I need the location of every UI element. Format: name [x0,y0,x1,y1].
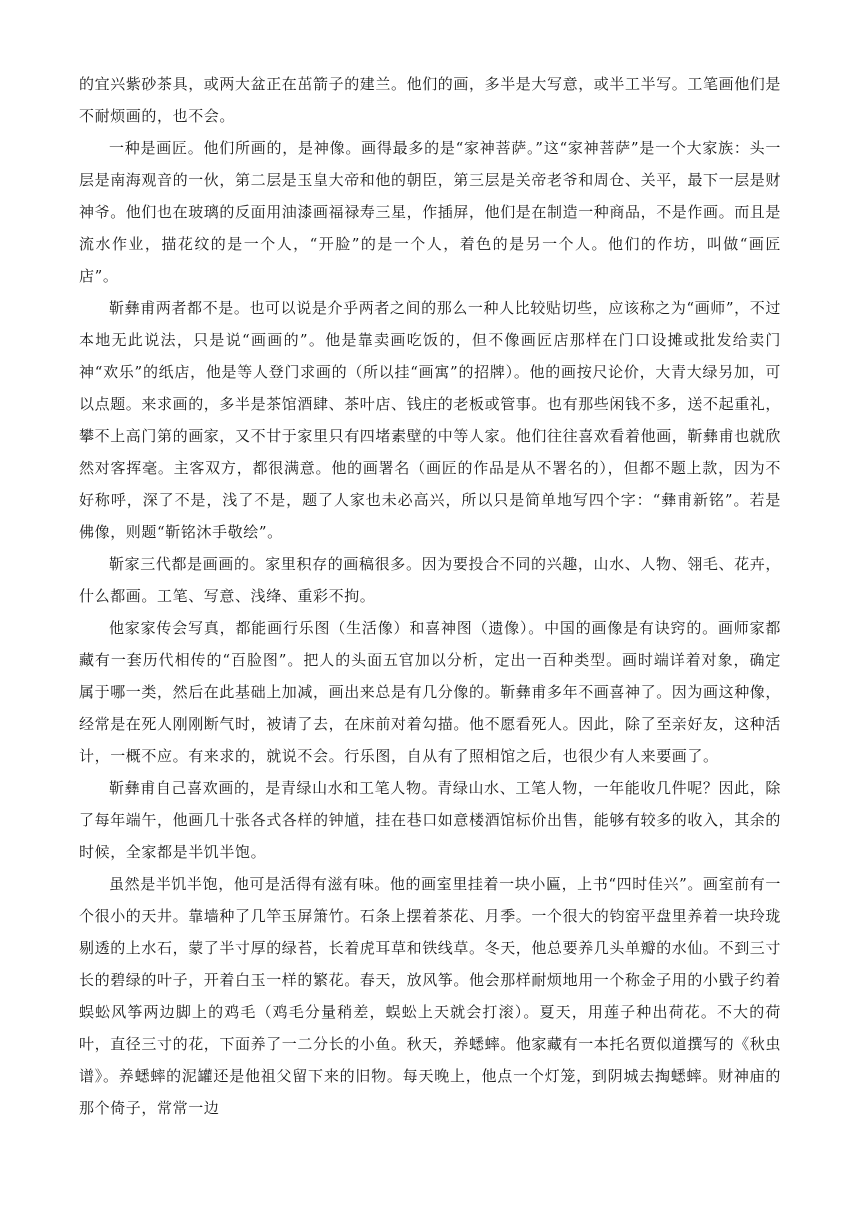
paragraph-4: 靳家三代都是画画的。家里积存的画稿很多。因为要投合不同的兴趣，山水、人物、翎毛、花卉，什么都画。工笔、写意、浅绛、重彩不拘。 [79,555,781,605]
paragraph-2: 一种是画匠。他们所画的，是神像。画得最多的是“家神菩萨。”这“家神菩萨”是一个大家族：头一层是南海观音的一伙，第二层是玉皇大帝和他的朝臣，第三层是关帝老爷和周仓、关平，最下一层是财神爷。他们也在玻璃的反面用油漆画福禄寿三星，作插屏，他们是在制造一种商品，不是作画。而且是流水作业，描花纹的是一个人，“开脸”的是一个人，着色的是另一个人。他们的作坊，叫做“画匠店”。 [79,139,782,285]
paragraph-5: 他家家传会写真，都能画行乐图（生活像）和喜神图（遗像）。中国的画像是有诀窍的。画师家都藏有一套历代相传的“百脸图”。把人的头面五官加以分析，定出一百种类型。画时端详着对象，确定属于哪一类，然后在此基础上加减，画出来总是有几分像的。靳彝甫多年不画喜神了。因为画这种像，经常是在死人刚刚断气时，被请了去，在床前对着勾描。他不愿看死人。因此，除了至亲好友，这种活计，一概不应。有来求的，就说不会。行乐图，自从有了照相馆之后，也很少有人来要画了。 [79,619,782,765]
document-page [79,68,781,1124]
paragraph-3: 靳彝甫两者都不是。也可以说是介乎两者之间的那么一种人比较贴切些，应该称之为“画师”，不过本地无此说法，只是说“画画的”。他是靠卖画吃饭的，但不像画匠店那样在门口设摊或批发给卖门神“欢乐”的纸店，他是等人登门求画的（所以挂“画寓”的招牌）。他的画按尺论价，大青大绿另加，可以点题。来求画的，多半是茶馆酒肆、茶叶店、钱庄的老板或管事。也有那些闲钱不多，送不起重礼，攀不上高门第的画家，又不甘于家里只有四堵素壁的中等人家。他们往往喜欢看着他画，靳彝甫也就欣然对客挥毫。主客双方，都很满意。他的画署名（画匠的作品是从不署名的），但都不题上款，因为不好称呼，深了不是，浅了不是，题了人家也未必高兴，所以只是简单地写四个字：“彝甫新铭”。若是佛像，则题“靳铭沐手敬绘”。 [79,299,782,541]
paragraph-6: 靳彝甫自己喜欢画的，是青绿山水和工笔人物。青绿山水、工笔人物，一年能收几件呢？因此，除了每年端午，他画几十张各式各样的钟馗，挂在巷口如意楼酒馆标价出售，能够有较多的收入，其余的时候，全家都是半饥半饱。 [79,779,782,861]
paragraph-1: 的宜兴紫砂茶具，或两大盆正在茁箭子的建兰。他们的画，多半是大写意，或半工半写。工笔画他们是不耐烦画的，也不会。 [79,75,782,125]
paragraph-7: 虽然是半饥半饱，他可是活得有滋有味。他的画室里挂着一块小匾，上书“四时佳兴”。画室前有一个很小的天井。靠墙种了几竿玉屏箫竹。石条上摆着茶花、月季。一个很大的钧窑平盘里养着一块玲珑剔透的上水石，蒙了半寸厚的绿苔，长着虎耳草和铁线草。冬天，他总要养几头单瓣的水仙。不到三寸长的碧绿的叶子，开着白玉一样的繁花。春天，放风筝。他会那样耐烦地用一个称金子用的小戥子约着蜈蚣风筝两边脚上的鸡毛（鸡毛分量稍差，蜈蚣上天就会打滚）。夏天，用莲子种出荷花。不大的荷叶，直径三寸的花，下面养了一二分长的小鱼。秋天，养蟋蟀。他家藏有一本托名贾似道撰写的《秋虫谱》。养蟋蟀的泥罐还是他祖父留下来的旧物。每天晚上，他点一个灯笼，到阴城去掏蟋蟀。财神庙的那个倚子，常常一边 [79,875,782,1117]
